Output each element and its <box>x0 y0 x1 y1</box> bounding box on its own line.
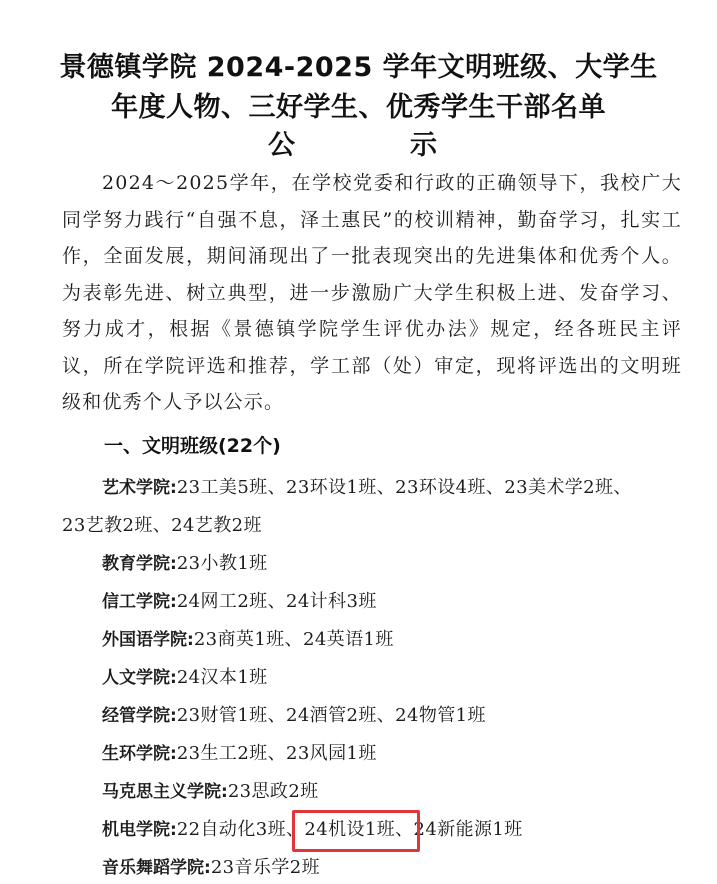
list-item-education <box>102 548 268 580</box>
school-name: 信工学院: <box>102 592 177 612</box>
intro-paragraph: 2024～2025学年，在学校党委和行政的正确领导下，我校广大同学努力践行“自强不息，泽土惠民”的校训精神，勤奋学习，扎实工作，全面发展，期间涌现出了一批表现突出的先进集体和优秀个人。为表彰先进、树立典型，进一步激励广大学生积极上进、发奋学习、努力成才，根据《景德镇学院学生评优办法》规定，经各班民主评议，所在学院评选和推荐，学工部（处）审定，现将评选出的文明班级和优秀个人予以公示。 <box>62 172 682 413</box>
class-list-continued: 23艺教2班、24艺教2班 <box>62 515 262 536</box>
list-item-foreign-lang <box>102 624 394 656</box>
class-list: 23音乐学2班 <box>210 857 320 878</box>
class-list: 23工美5班、23环设1班、23环设4班、23美术学2班、 <box>176 477 632 498</box>
class-list-highlighted: 24机设1班、 <box>304 819 414 840</box>
list-item-music-dance <box>102 852 320 884</box>
school-name: 人文学院: <box>102 668 177 688</box>
title-line-1: 景德镇学院 2024-2025 学年文明班级、大学生 <box>59 52 658 83</box>
school-name: 音乐舞蹈学院: <box>102 858 211 878</box>
class-list: 23小教1班 <box>176 553 268 574</box>
school-name: 马克思主义学院: <box>102 782 228 802</box>
school-name: 机电学院: <box>102 820 177 840</box>
list-item-marxism <box>102 776 319 808</box>
highlight-box <box>292 810 420 852</box>
school-name: 外国语学院: <box>102 630 194 650</box>
school-name: 教育学院: <box>102 554 177 574</box>
title-shi: 示 <box>410 130 437 161</box>
class-list: 24网工2班、24计科3班 <box>176 591 377 612</box>
school-name: 经管学院: <box>102 706 177 726</box>
list-item-art <box>102 472 632 504</box>
class-list-part-1: 22自动化3班、 <box>176 819 305 840</box>
class-list: 24汉本1班 <box>176 667 268 688</box>
class-list-part-3: 24新能源1班 <box>413 819 523 840</box>
title-line-2: 年度人物、三好学生、优秀学生干部名单 <box>111 92 606 123</box>
list-item-info-eng <box>102 586 377 618</box>
title-gong: 公 <box>268 130 295 161</box>
list-item-bio-env <box>102 738 377 770</box>
class-list: 23生工2班、23风园1班 <box>176 743 377 764</box>
class-list: 23思政2班 <box>227 781 319 802</box>
list-item-art-continued <box>62 510 262 542</box>
class-list: 23财管1班、24酒管2班、24物管1班 <box>176 705 486 726</box>
section-heading-civilized-classes: 一、文明班级(22个) <box>104 435 281 457</box>
school-name: 艺术学院: <box>102 478 177 498</box>
list-item-economics <box>102 700 486 732</box>
school-name: 生环学院: <box>102 744 177 764</box>
list-item-humanities <box>102 662 268 694</box>
class-list: 23商英1班、24英语1班 <box>193 629 394 650</box>
